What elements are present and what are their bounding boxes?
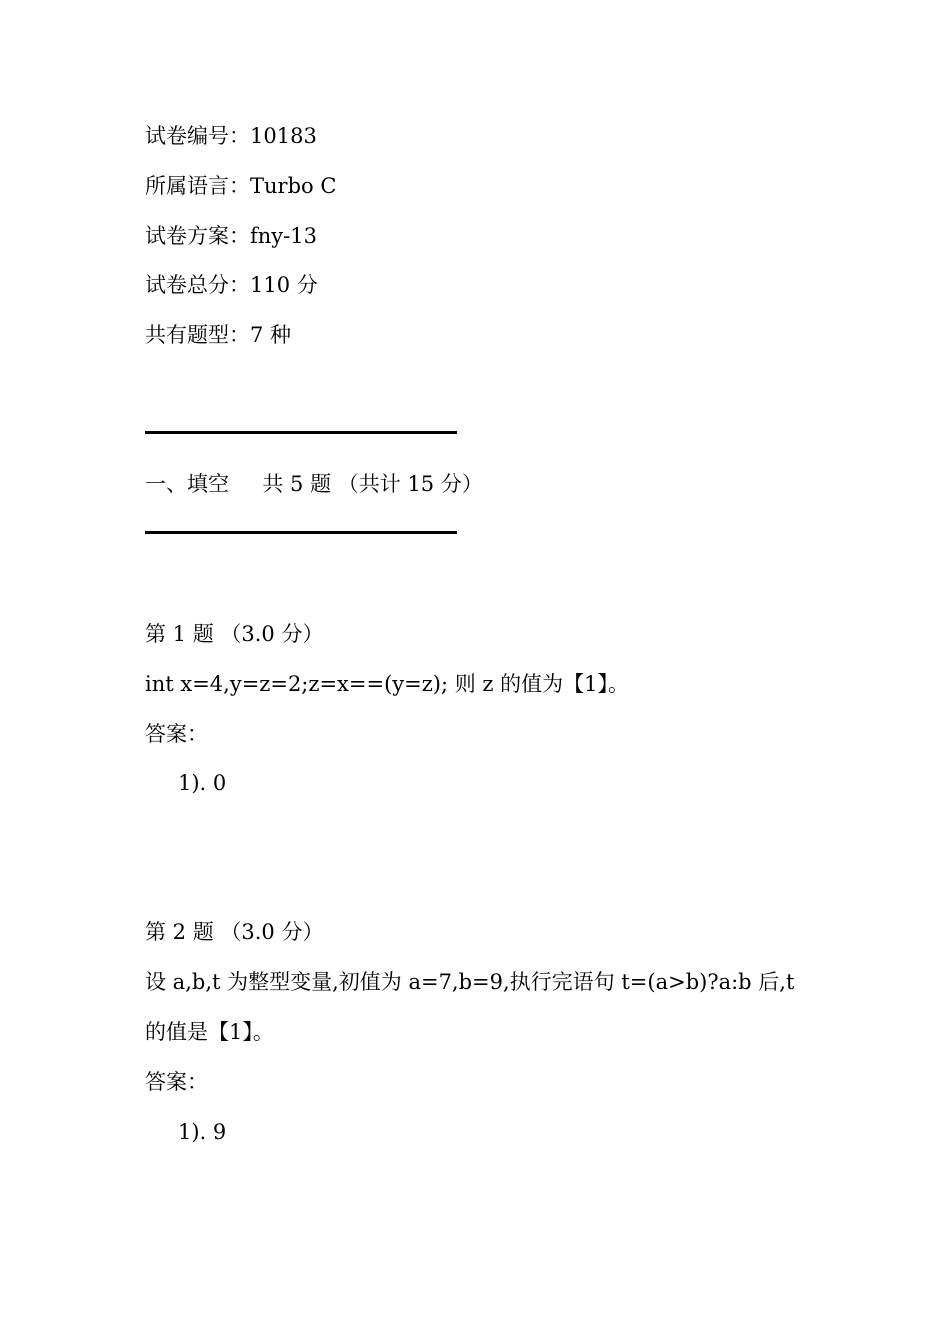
question-1-heading: 第 1 题 （3.0 分） [145,622,324,646]
question-2-text: 设 a,b,t 为整型变量,初值为 a=7,b=9,执行完语句 t=(a>b)?a:b 后,t 的值是【1】。 [145,970,795,1044]
question-1-answer-label: 答案： [145,722,208,746]
question-1-text: int x=4,y=z=2;z=x==(y=z); 则 z 的值为【1】。 [145,672,630,696]
question-2-answer-label: 答案： [145,1070,208,1094]
paper-language: 所属语言：Turbo C [145,174,337,198]
question-2-answer: 1). 9 [178,1120,227,1144]
paper-scheme: 试卷方案：fny-13 [145,224,317,248]
paper-total-score: 试卷总分：110 分 [145,273,318,297]
paper-question-types: 共有题型：7 种 [145,323,292,347]
question-1-answer: 1). 0 [178,771,227,795]
section-bottom-divider [145,531,457,534]
question-2-heading: 第 2 题 （3.0 分） [145,920,324,944]
section-title: 一、填空 共 5 题 （共计 15 分） [145,472,483,496]
paper-number: 试卷编号：10183 [145,124,317,148]
section-top-divider [145,431,457,434]
